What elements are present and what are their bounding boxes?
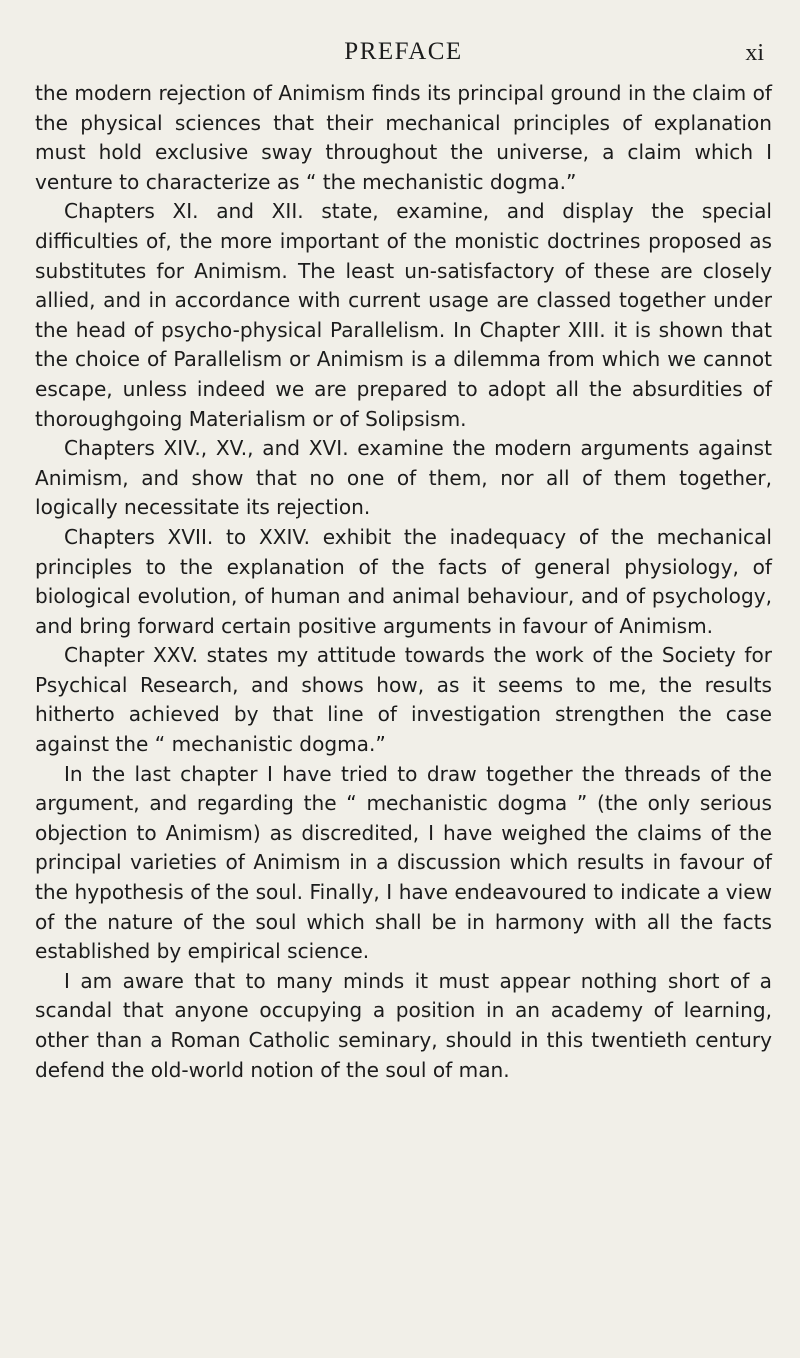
running-head: PREFACE: [344, 38, 463, 65]
paragraph: I am aware that to many minds it must appear nothing short of a scandal that anyone occupying a position in an academy of learning, other than a Roman Catholic seminary, should in this twentieth century defend the old-world notion of the soul of man.: [35, 968, 772, 1082]
page-header: [35, 38, 772, 78]
paragraph: Chapter XXV. states my attitude towards the work of the Society for Psychical Research, and shows how, as it seems to me, the results hitherto achieved by that line of investigation strengthen the case against the “ mechanistic dogma.”: [35, 643, 772, 757]
paragraph: In the last chapter I have tried to draw together the threads of the argument, and regarding the “ mechanistic dogma ” (the only serious objection to Animism) as discredited, I have weighed the claims of the principal varieties of Animism in a discussion which results in favour of the hypothesis of the soul. Finally, I have endeavoured to indicate a view of the nature of the soul which shall be in harmony with all the facts established by empirical science.: [35, 761, 772, 964]
page-number: xi: [745, 40, 764, 66]
body-text: [35, 79, 772, 1085]
paragraph: Chapters XI. and XII. state, examine, and display the special difficulties of, the more important of the monistic doctrines proposed as substitutes for Animism. The least un-satisfactory of these are closely allied, and in accordance with current usage are classed together under the head of psycho-physical Parallelism. In Chapter XIII. it is shown that the choice of Parallelism or Animism is a dilemma from which we cannot escape, unless indeed we are prepared to adopt all the absurdities of thoroughgoing Materialism or of Solipsism.: [35, 199, 772, 431]
paragraph: the modern rejection of Animism finds its principal ground in the claim of the physical sciences that their mechanical principles of explanation must hold exclusive sway throughout the universe, a claim which I venture to characterize as “ the mechanistic dogma.”: [35, 81, 772, 194]
paragraph: Chapters XVII. to XXIV. exhibit the inadequacy of the mechanical principles to the explanation of the facts of general physiology, of biological evolution, of human and animal behaviour, and of psychology, and bring forward certain positive arguments in favour of Animism.: [35, 524, 772, 638]
paragraph: Chapters XIV., XV., and XVI. examine the modern arguments against Animism, and show that no one of them, nor all of them together, logically necessitate its rejection.: [35, 436, 772, 520]
